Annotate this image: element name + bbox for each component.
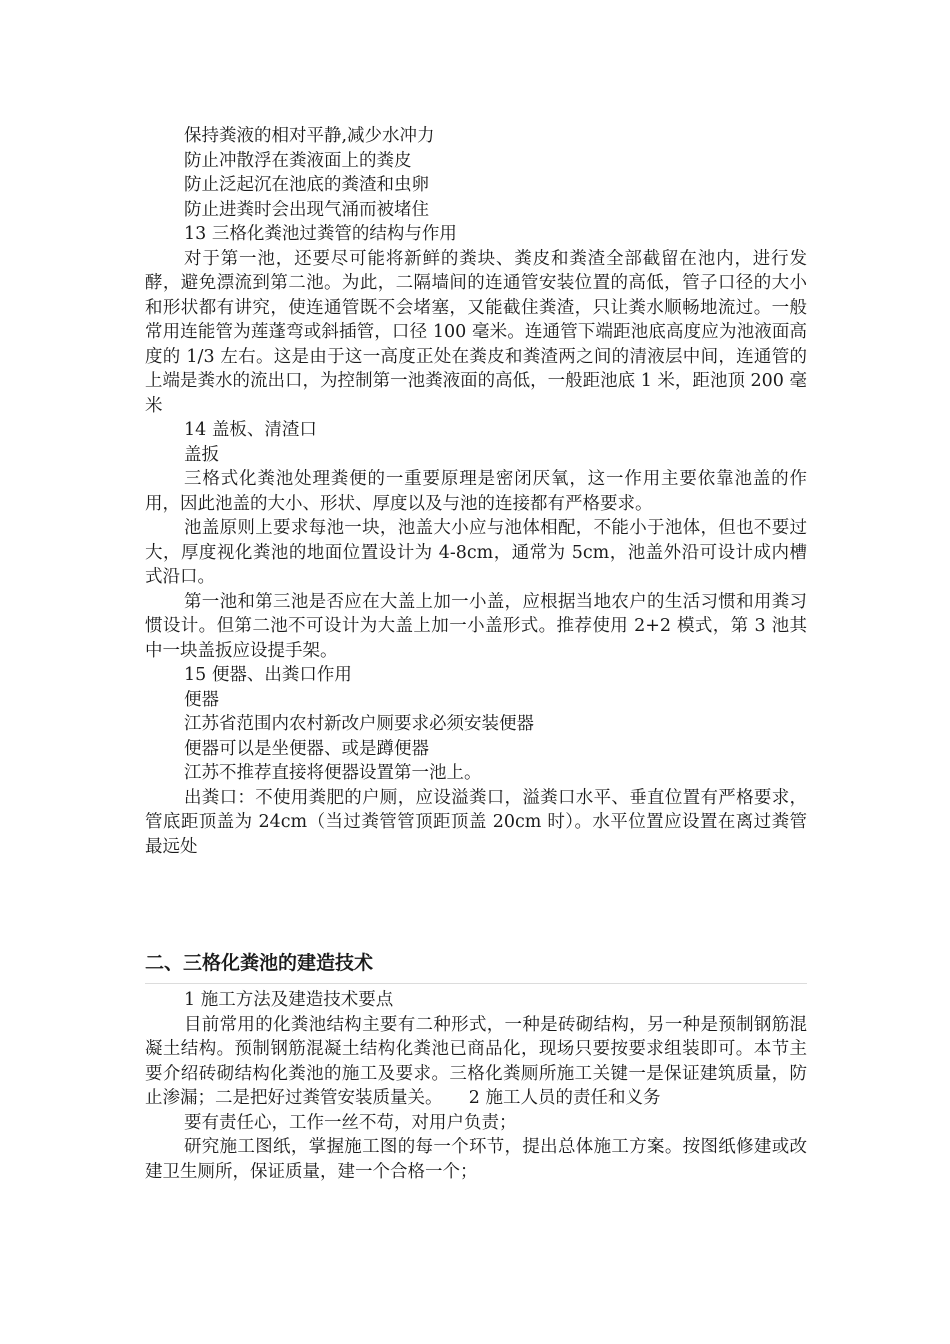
document-page	[145, 124, 807, 1184]
paragraph: 研究施工图纸，掌握施工图的每一个环节，提出总体施工方案。按图纸修建或改建卫生厕所，保证质量，建一个合格一个；	[145, 1137, 807, 1182]
paragraph: 防止冲散浮在粪液面上的粪皮	[184, 150, 412, 171]
paragraph: 出粪口：不使用粪肥的户厕，应设溢粪口，溢粪口水平、垂直位置有严格要求，管底距顶盖为 24cm（当过粪管管顶距顶盖 20cm 时）。水平位置应设置在离过粪管最远处	[145, 787, 807, 857]
section-spacer	[145, 859, 807, 949]
paragraph: 江苏不推荐直接将便器设置第一池上。	[184, 763, 482, 783]
paragraph: 目前常用的化粪池结构主要有二种形式，一种是砖砌结构，另一种是预制钢筋混凝土结构。预制钢筋混凝土结构化粪池已商品化，现场只要按要求组装即可。本节主要介绍砖砌结构化粪池的施工及要求。三格化粪厕所施工关键一是保证建筑质量，防止渗漏；二是把好过粪管安装质量关。 2 施工人员的责任和义务	[145, 1014, 807, 1108]
subsection-heading: 15 便器、出粪口作用	[184, 665, 352, 685]
paragraph: 池盖原则上要求每池一块，池盖大小应与池体相配，不能小于池体，但也不要过大，厚度视化粪池的地面位置设计为 4-8cm，通常为 5cm，池盖外沿可设计成内槽式沿口。	[145, 518, 807, 587]
paragraph: 三格式化粪池处理粪便的一重要原理是密闭厌氧，这一作用主要依靠池盖的作用，因此池盖的大小、形状、厚度以及与池的连接都有严格要求。	[145, 469, 807, 514]
paragraph: 便器可以是坐便器、或是蹲便器	[184, 738, 429, 759]
paragraph: 便器	[184, 689, 219, 710]
paragraph: 江苏省范围内农村新改户厕要求必须安装便器	[184, 714, 534, 734]
paragraph: 对于第一池，还要尽可能将新鲜的粪块、粪皮和粪渣全部截留在池内，进行发酵，避免漂流到第二池。为此，二隔墙间的连通管安装位置的高低，管子口径的大小和形状都有讲究，使连通管既不会堵塞，又能截住粪渣，只让粪水顺畅地流过。一般常用连能管为莲蓬弯或斜插管，口径 100 毫米。连通管下端距池底高度应为池液面高度的 1/3 左右。这是由于这一高度正处在粪皮和粪渣两之间的清液层中间，连通管的上端是粪水的流出口，为控制第一池粪液面的高低，一般距池底 1 米，距池顶 200 毫米	[145, 248, 807, 416]
paragraph: 防止进粪时会出现气涌而被堵住	[184, 199, 429, 220]
subsection-heading: 1 施工方法及建造技术要点	[184, 990, 394, 1010]
subsection-heading: 13 三格化粪池过粪管的结构与作用	[184, 224, 457, 244]
paragraph: 防止泛起沉在池底的粪渣和虫卵	[184, 175, 429, 195]
paragraph: 盖扳	[184, 444, 219, 465]
paragraph: 要有责任心，工作一丝不苟，对用户负责；	[184, 1112, 517, 1133]
section-heading: 二、三格化粪池的建造技术	[145, 949, 807, 984]
paragraph: 保持粪液的相对平静,减少水冲力	[184, 126, 435, 146]
paragraph: 第一池和第三池是否应在大盖上加一小盖，应根据当地农户的生活习惯和用粪习惯设计。但第二池不可设计为大盖上加一小盖形式。推荐使用 2+2 模式，第 3 池其中一块盖扳应设提手架。	[145, 591, 807, 661]
subsection-heading: 14 盖板、清渣口	[184, 420, 317, 440]
